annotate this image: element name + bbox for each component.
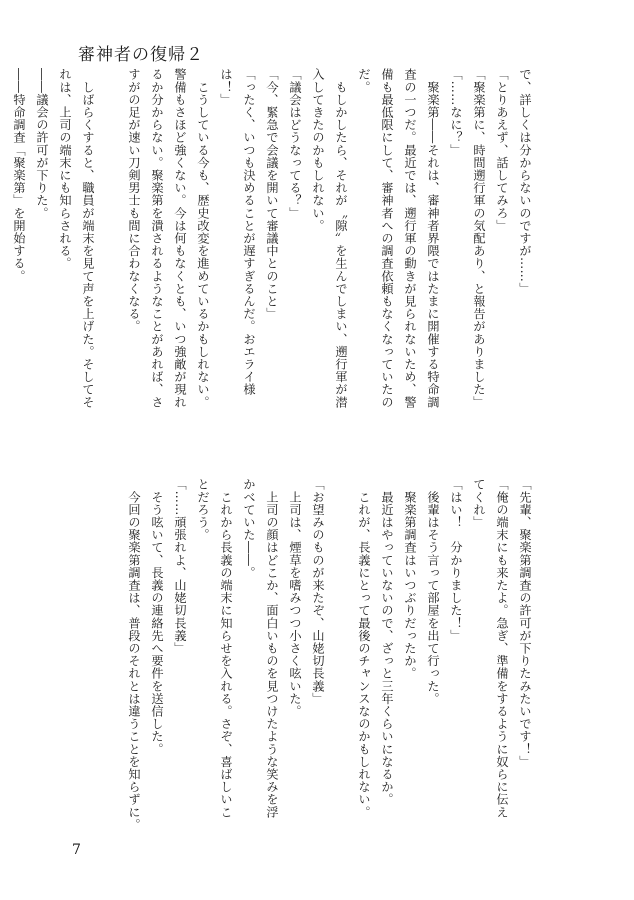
text-line: こうしている今も、歴史改変を進めているかもしれない。 <box>196 68 210 409</box>
text-line: てくれ」 <box>472 478 486 529</box>
text-line: 後輩はそう言って部屋を出て行った。 <box>426 478 440 705</box>
text-line <box>99 68 122 468</box>
text-line: 聚楽第調査はいつぶりだったか。 <box>403 478 417 680</box>
text-line: かべていた――。 <box>242 478 256 579</box>
text-line: 入してきたのかもしれない。 <box>311 68 325 232</box>
text-line: 「聚楽第に、時間遡行軍の気配あり、と報告がありました」 <box>472 68 486 409</box>
text-line: 「……頑張れよ、山姥切長義」 <box>173 478 187 655</box>
text-line: るか分からない。聚楽第を潰されるようなことがあれば、さ <box>150 68 164 409</box>
text-line: 「はい！ 分かりました！」 <box>449 478 463 642</box>
text-line: 「とりあえず、話してみろ」 <box>495 68 509 232</box>
text-line: 上司は、煙草を嗜みつつ小さく呟いた。 <box>288 478 302 718</box>
text-line: 「先輩、聚楽第調査の許可が下りたみたいです！」 <box>518 478 532 768</box>
text-line: 「ったく、いつも決めることが遅すぎるんだ。おエライ様 <box>242 68 256 396</box>
text-line: 査の一つだ。最近では、遡行軍の動きが見られないため、警 <box>403 68 417 409</box>
text-line: 備も最低限にして、審神者への調査依頼もなくなっていたの <box>380 68 394 409</box>
text-line <box>329 478 352 838</box>
text-line: 聚楽第――それは、審神者界隈ではたまに開催する特命調 <box>426 68 440 409</box>
page-number: 7 <box>72 842 81 858</box>
text-line: すがの足が速い刀剣男士も間に合わなくなる。 <box>127 68 141 333</box>
text-line: だ。 <box>357 68 371 94</box>
text-line: ――議会の許可が下りた。 <box>35 68 49 220</box>
text-line: 「お望みのものが来たぞ、山姥切長義」 <box>311 478 325 705</box>
text-line: しばらくすると、職員が端末を見て声を上げた。そしてそ <box>81 68 95 409</box>
text-line: は！」 <box>219 68 233 106</box>
text-line: 「今、緊急で会議を開いて審議中とのこと」 <box>265 68 279 320</box>
text-line: 今回の聚楽第調査は、普段のそれとは違うことを知らずに。 <box>127 478 141 831</box>
text-line: 「議会はどうなってる？」 <box>288 68 302 220</box>
page-header: 審神者の復帰２ <box>78 45 204 65</box>
body-text-upper <box>7 68 536 468</box>
text-line: れは、上司の端末にも知らされる。 <box>58 68 72 270</box>
text-line: で、詳しくは分からないのですが……」 <box>518 68 532 295</box>
text-line: 上司の顔はどこか、面白いものを見つけたような笑みを浮 <box>265 478 279 819</box>
text-line: とだろう。 <box>196 478 210 541</box>
body-text-lower <box>122 478 536 838</box>
text-line: これが、長義にとって最後のチャンスなのかもしれない。 <box>357 478 371 819</box>
text-line: そう呟いて、長義の連絡先へ要件を送信した。 <box>150 478 164 756</box>
text-line: 「俺の端末にも来たよ。急ぎ、準備をするように奴らに伝え <box>495 478 509 819</box>
text-line: 警備もさほど強くない。今は何もなくとも、いつ強敵が現れ <box>173 68 187 409</box>
text-line: 最近はやっていないので、ざっと三年くらいになるか。 <box>380 478 394 806</box>
text-line: 「……なに？」 <box>449 68 463 157</box>
text-line: これから長義の端末に知らせを入れる。さぞ、喜ばしいこ <box>219 478 233 819</box>
text-line: ――特命調査「聚楽第」を開始する。 <box>12 68 26 283</box>
text-line: もしかしたら、それが〝隙〟を生んでしまい、遡行軍が潜 <box>334 68 348 409</box>
